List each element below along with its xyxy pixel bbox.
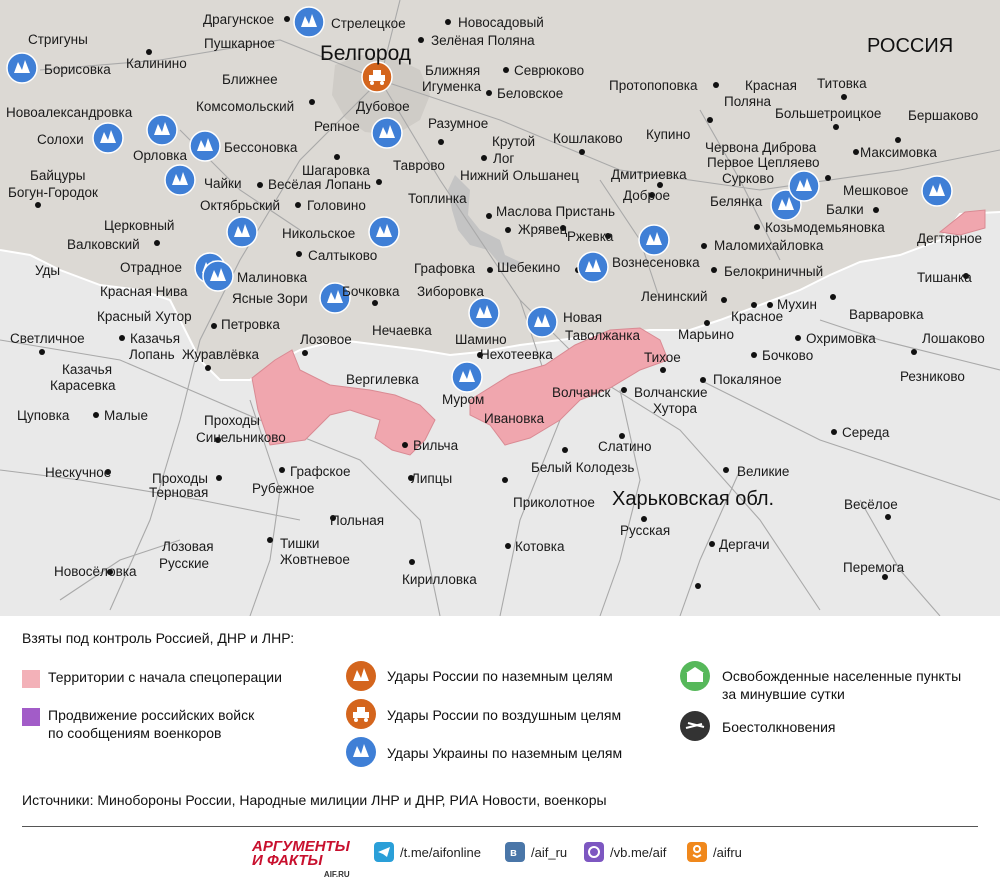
town-label: Хутора [653,401,698,416]
town-label: Бочково [762,348,814,363]
town-label: Марьино [678,327,734,342]
vk-link[interactable] [505,842,567,862]
town-label: Лозовое [300,332,352,347]
town-label: Шагаровка [302,163,370,178]
town-label: Проходы [152,471,208,486]
town-label: Приколотное [513,495,595,510]
town-label: Петровка [221,317,280,332]
town-label: Жовтневое [280,552,350,567]
town-label: Красная [745,78,797,93]
town-label: Красная Нива [100,284,188,299]
town-label: Дмитриевка [611,167,687,182]
viber-text: /vb.me/aif [610,844,667,860]
town-label: Графское [290,464,351,479]
town-label: Калинино [126,56,187,71]
brand-line2: И ФАКТЫ [252,852,323,869]
town-label: Малые [104,408,148,423]
ukr-strike-icon [203,261,233,291]
ukr-strike-icon [227,217,257,247]
town-label: Тихое [644,350,681,365]
legend-rus-ground: Удары России по наземным целям [387,668,613,684]
town-label: Мухин [777,297,817,312]
brand-line1: АРГУМЕНТЫ [252,838,350,855]
town-label: Графовка [414,261,476,276]
town-label: Казачья [62,362,112,377]
town-label: Жрявец [518,222,568,237]
town-label: Лозовая [162,539,214,554]
town-label: Пушкарное [204,36,275,51]
town-label: Комсомольский [196,99,295,114]
aif-logo[interactable] [252,840,350,882]
town-label: Первое Цепляево [707,155,820,170]
ukr-strike-icon [527,307,557,337]
ukr-strike-icon [639,225,669,255]
town-label: Карасевка [50,378,116,393]
town-label: Борисовка [44,62,111,77]
town-label: Новосёловка [54,564,137,579]
town-label: Ивановка [484,411,545,426]
town-label: Лопань [129,347,175,362]
town-label: Церковный [104,218,175,233]
legend-advance-2: по сообщениям военкоров [48,725,222,741]
town-label: Волчанск [552,385,611,400]
town-label: Цуповка [17,408,70,423]
town-label: Червона Диброва [705,140,817,155]
town-label: Бершаково [908,108,979,123]
town-label: Волчанские [634,385,708,400]
town-label: Драгунское [203,12,275,27]
ukr-strike-icon [369,217,399,247]
town-label: Ясные Зори [232,291,308,306]
legend-advance-1: Продвижение российских войск [48,707,255,723]
town-label: Казачья [130,331,180,346]
town-label: Купино [646,127,691,142]
town-label: Сурково [722,171,774,186]
town-label: Нижний Ольшанец [460,168,579,183]
town-label: Никольское [282,226,356,241]
town-label: Котовка [515,539,565,554]
town-label: Проходы [204,413,260,428]
sources: Источники: Минобороны России, Народные милиции ЛНР и ДНР, РИА Новости, военкоры [22,792,607,808]
town-label: Нечаевка [372,323,432,338]
town-label: Красный Хутор [97,309,192,324]
telegram-text: /t.me/aifonline [400,844,481,860]
viber-icon [584,842,604,862]
town-label: Терновая [149,485,209,500]
town-label: Поляна [724,94,772,109]
town-label: Титовка [817,76,867,91]
town-label: Таволжанка [565,328,640,343]
brand-site: AIF.RU [323,870,350,879]
town-label: Вергилевка [346,372,419,387]
town-label: Октябрьский [200,198,281,213]
town-label: Слатино [598,439,652,454]
legend-liberated-1: Освобожденные населенные пункты [722,668,962,684]
legend-clashes: Боестолкновения [722,719,836,735]
town-label: Русские [159,556,210,571]
clash-icon [680,711,710,741]
rus-air-strike-icon [362,62,392,92]
town-label: Вильча [413,438,459,453]
town-label: Крутой [492,134,536,149]
town-label: Байцуры [30,168,86,183]
town-label: Липцы [411,471,453,486]
town-label: Дегтярное [917,231,983,246]
town-label: Лошаково [922,331,985,346]
town-label: Лог [493,151,515,166]
viber-link[interactable] [584,842,666,862]
town-label: Светличное [10,331,85,346]
telegram-icon [374,842,394,862]
town-label: Отрадное [120,260,183,275]
town-label: Резниково [900,369,965,384]
town-label: Перемога [843,560,905,575]
town-label: Орловка [133,148,187,163]
town-label: Уды [35,263,61,278]
vk-icon [505,842,525,862]
town-label: Чайки [204,176,242,191]
town-label: Польная [330,513,385,528]
town-label: Севрюково [514,63,585,78]
town-label: Стрелецкое [331,16,406,31]
divider [22,826,978,827]
town-label: Шамино [455,332,507,347]
town-label: Доброе [623,188,671,203]
legend-rus-air: Удары России по воздушным целям [387,707,622,723]
town-label: Стригуны [28,32,88,47]
ukr-strike-icon [7,53,37,83]
ukr-strike-icon [190,131,220,161]
town-label: Рубежное [252,481,315,496]
country-label: РОССИЯ [867,35,954,57]
town-label: Русская [620,523,671,538]
ukr-strike-icon [469,298,499,328]
town-label: Великие [737,464,790,479]
ukr-strike-icon [147,115,177,145]
ukr-strike-icon [294,7,324,37]
town-label: Кирилловка [402,572,477,587]
rus-ground-strike-icon [346,661,376,691]
town-label: Маломихайловка [714,238,824,253]
town-label: Нескучное [45,465,112,480]
town-label: Журавлёвка [182,347,260,362]
town-label: Кошлаково [553,131,623,146]
town-label: Таврово [393,158,445,173]
town-label: Зелёная Поляна [431,33,535,48]
ok-link[interactable] [687,842,742,862]
ukr-strike-icon [372,118,402,148]
ukr-strike-icon [922,176,952,206]
town-label: Малиновка [237,270,308,285]
town-label: Бочковка [342,284,400,299]
town-label: Весёлая Лопань [268,177,371,192]
town-label: Максимовка [860,145,937,160]
capital-label: Белгород [320,42,412,65]
town-label: Козьмодемьяновка [765,220,885,235]
town-label: Валковский [67,237,140,252]
liberated-icon [680,661,710,691]
town-label: Бессоновка [224,140,298,155]
ukr-strike-icon [789,171,819,201]
ukr-strike-icon [93,123,123,153]
town-label: Белянка [710,194,763,209]
rus-air-strike-legend-icon [346,699,376,729]
town-label: Белокриничный [724,264,824,279]
town-label: Репное [314,119,360,134]
town-label: Топлинка [408,191,467,206]
town-label: Красное [731,309,784,324]
telegram-link[interactable] [374,842,481,862]
legend [0,616,1000,878]
town-label: Синельниково [196,430,286,445]
town-label: Тишки [280,536,320,551]
territory-swatch [22,670,40,688]
town-label: Середа [842,425,890,440]
town-label: Шебекино [497,260,561,275]
town-label: Ленинский [641,289,708,304]
ok-icon [687,842,707,862]
ok-text: /aifru [713,844,742,860]
legend-ukr-ground: Удары Украины по наземным целям [387,745,623,761]
town-label: Балки [826,202,864,217]
town-label: Тишанка [917,270,972,285]
town-label: Нехотеевка [480,347,553,362]
town-label: Охримовка [806,331,876,346]
town-label: Зиборовка [417,284,484,299]
town-label: Дергачи [719,537,770,552]
ukr-strike-icon [165,165,195,195]
town-label: Солохи [37,132,84,147]
town-label: Ближнее [222,72,278,87]
legend-liberated-2: за минувшие сутки [722,686,845,702]
ukr-strike-icon [578,252,608,282]
town-label: Варваровка [849,307,924,322]
town-label: Покаляное [713,372,782,387]
town-label: Маслова Пристань [496,204,616,219]
town-label: Большетроицкое [775,106,882,121]
town-label: Дубовое [356,99,410,114]
town-label: Беловское [497,86,564,101]
town-label: Игуменка [422,79,482,94]
town-label: Новосадовый [458,15,544,30]
region-label: Харьковская обл. [612,488,775,510]
town-label: Весёлое [844,497,898,512]
legend-title: Взяты под контроль Россией, ДНР и ЛНР: [22,630,295,646]
town-label: Муром [442,392,485,407]
town-label: Протопоповка [609,78,698,93]
town-label: Белый Колодезь [531,460,635,475]
vk-text: /aif_ru [531,844,568,860]
svg-text:в: в [510,847,517,859]
town-label: Мешковое [843,183,909,198]
town-label: Богун-Городок [8,185,98,200]
town-label: Вознесеновка [612,255,700,270]
town-label: Ржевка [567,229,614,244]
town-label: Салтыково [308,248,378,263]
town-label: Разумное [428,116,489,131]
advance-swatch [22,708,40,726]
town-label: Ближняя [425,63,481,78]
town-label: Новоалександровка [6,105,133,120]
legend-territory: Территории с начала спецоперации [48,669,282,685]
ukr-ground-strike-legend-icon [346,737,376,767]
town-label: Новая [563,310,603,325]
town-label: Головино [307,198,366,213]
ukr-strike-icon [452,362,482,392]
